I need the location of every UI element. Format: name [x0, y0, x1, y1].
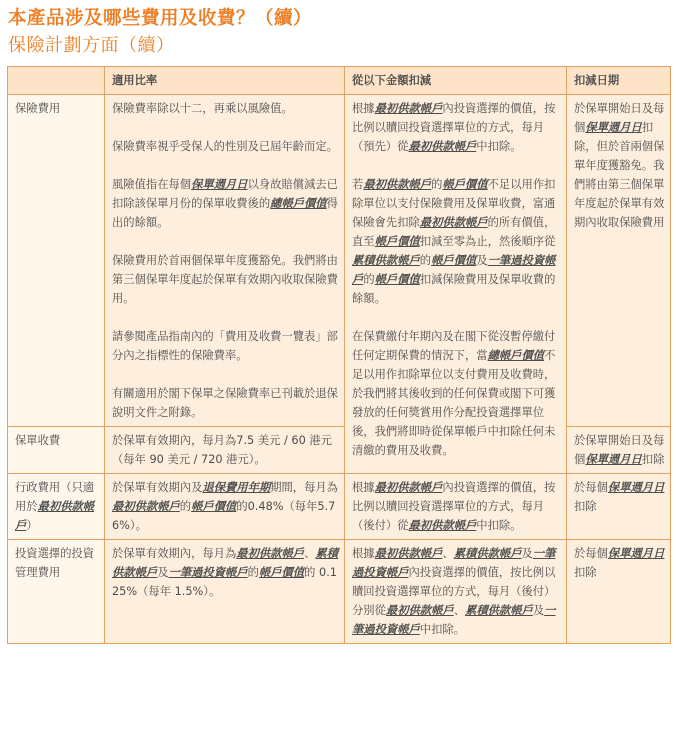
table-row-management-charge — [8, 540, 671, 644]
deduct-para-1: 根據最初供款帳戶內投資選擇的價值，按比例以贖回投資選擇單位的方式，每月（預先）從最初供款帳戶中扣除。 — [352, 102, 556, 153]
deduct-para-3: 在保費繳付年期內及在閣下從沒暫停繳付任何定期保費的情況下，當總帳戶價值不足以用作扣除單位以支付費用及收費時，於我們將其後收到的任何保費或閣下可獲發放的任何獎賞用作分配投資選擇單位後，我們將即時從保單帳戶中扣除任何未清繳的費用及收費。 — [352, 330, 556, 457]
table-row-admin-charge — [8, 474, 671, 540]
fees-table — [7, 66, 671, 644]
table-row-policy-charge — [8, 427, 671, 474]
page-title: 本產品涉及哪些費用及收費？（續） — [8, 8, 313, 29]
insurance-rate-para-4: 保險費用於首兩個保單年度獲豁免。我們將由第三個保單年度起於保單有效期內收取保險費用。 — [112, 254, 338, 305]
table-header-row — [8, 67, 671, 95]
insurance-policy-deduct-from — [345, 95, 567, 474]
term-total-account-value: 總帳戶價值 — [270, 197, 327, 210]
header-deduct-from: 從以下金額扣減 — [345, 67, 567, 95]
policy-charge-name: 保單收費 — [8, 427, 105, 474]
policy-charge-date: 於保單開始日及每個保單週月日扣除 — [567, 427, 671, 474]
admin-charge-deduct-from: 根據最初供款帳戶內投資選擇的價值，按比例以贖回投資選擇單位的方式，每月（後付）從最初供款帳戶中扣除。 — [345, 474, 567, 540]
admin-charge-date: 於每個保單週月日扣除 — [567, 474, 671, 540]
insurance-charge-name: 保險費用 — [8, 95, 105, 427]
insurance-rate-para-3: 風險值指在每個保單週月日以身故賠償減去已扣除該保單月份的保單收費後的總帳戶價值得出的餘額。 — [112, 178, 338, 229]
insurance-rate-para-1: 保險費率除以十二，再乘以風險值。 — [112, 102, 293, 115]
insurance-rate-para-5: 請參閱產品指南內的「費用及收費一覽表」部分內之指標性的保險費率。 — [112, 330, 338, 362]
term-policy-monthly-date: 保單週月日 — [191, 178, 248, 191]
mgmt-charge-rate: 於保單有效期內，每月為最初供款帳戶、累積供款帳戶及一筆過投資帳戶的帳戶價值的 0.125%（每年 1.5%）。 — [105, 540, 345, 644]
mgmt-charge-deduct-from: 根據最初供款帳戶、累積供款帳戶及一筆過投資帳戶內投資選擇的價值，按比例以贖回投資選擇單位的方式，每月（後付）分別從最初供款帳戶、累積供款帳戶及一筆過投資帳戶中扣除。 — [345, 540, 567, 644]
table-row-insurance-charge — [8, 95, 671, 427]
policy-charge-rate: 於保單有效期內，每月為7.5 美元 / 60 港元（每年 90 美元 / 720 港元）。 — [105, 427, 345, 474]
insurance-charge-date: 於保單開始日及每個保單週月日扣除，但於首兩個保單年度獲豁免。我們將由第三個保單年度起於保單有效期內收取保險費用 — [567, 95, 671, 427]
insurance-rate-para-6: 有關適用於閣下保單之保險費率已刊載於退保說明文件之附錄。 — [112, 387, 338, 419]
mgmt-charge-name: 投資選擇的投資管理費用 — [8, 540, 105, 644]
deduct-para-2: 若最初供款帳戶的帳戶價值不足以用作扣除單位以支付保險費用及保單收費，富通保險會先扣除最初供款帳戶的所有價值，直至帳戶價值扣減至零為止，然後順序從累積供款帳戶的帳戶價值及一筆過投資帳戶的帳戶價值扣減保險費用及保單收費的餘額。 — [352, 178, 556, 305]
admin-charge-name: 行政費用（只適用於最初供款帳戶） — [8, 474, 105, 540]
admin-charge-rate: 於保單有效期內及退保費用年期期間，每月為最初供款帳戶的帳戶價值的0.48%（每年5.76%）。 — [105, 474, 345, 540]
mgmt-charge-date: 於每個保單週月日扣除 — [567, 540, 671, 644]
header-applicable-rate: 適用比率 — [105, 67, 345, 95]
insurance-rate-para-2: 保險費率視乎受保人的性別及已屆年齡而定。 — [112, 140, 338, 153]
page-subtitle: 保險計劃方面（續） — [8, 35, 175, 56]
header-empty — [8, 67, 105, 95]
insurance-charge-rate — [105, 95, 345, 427]
header-deduction-date: 扣減日期 — [567, 67, 671, 95]
